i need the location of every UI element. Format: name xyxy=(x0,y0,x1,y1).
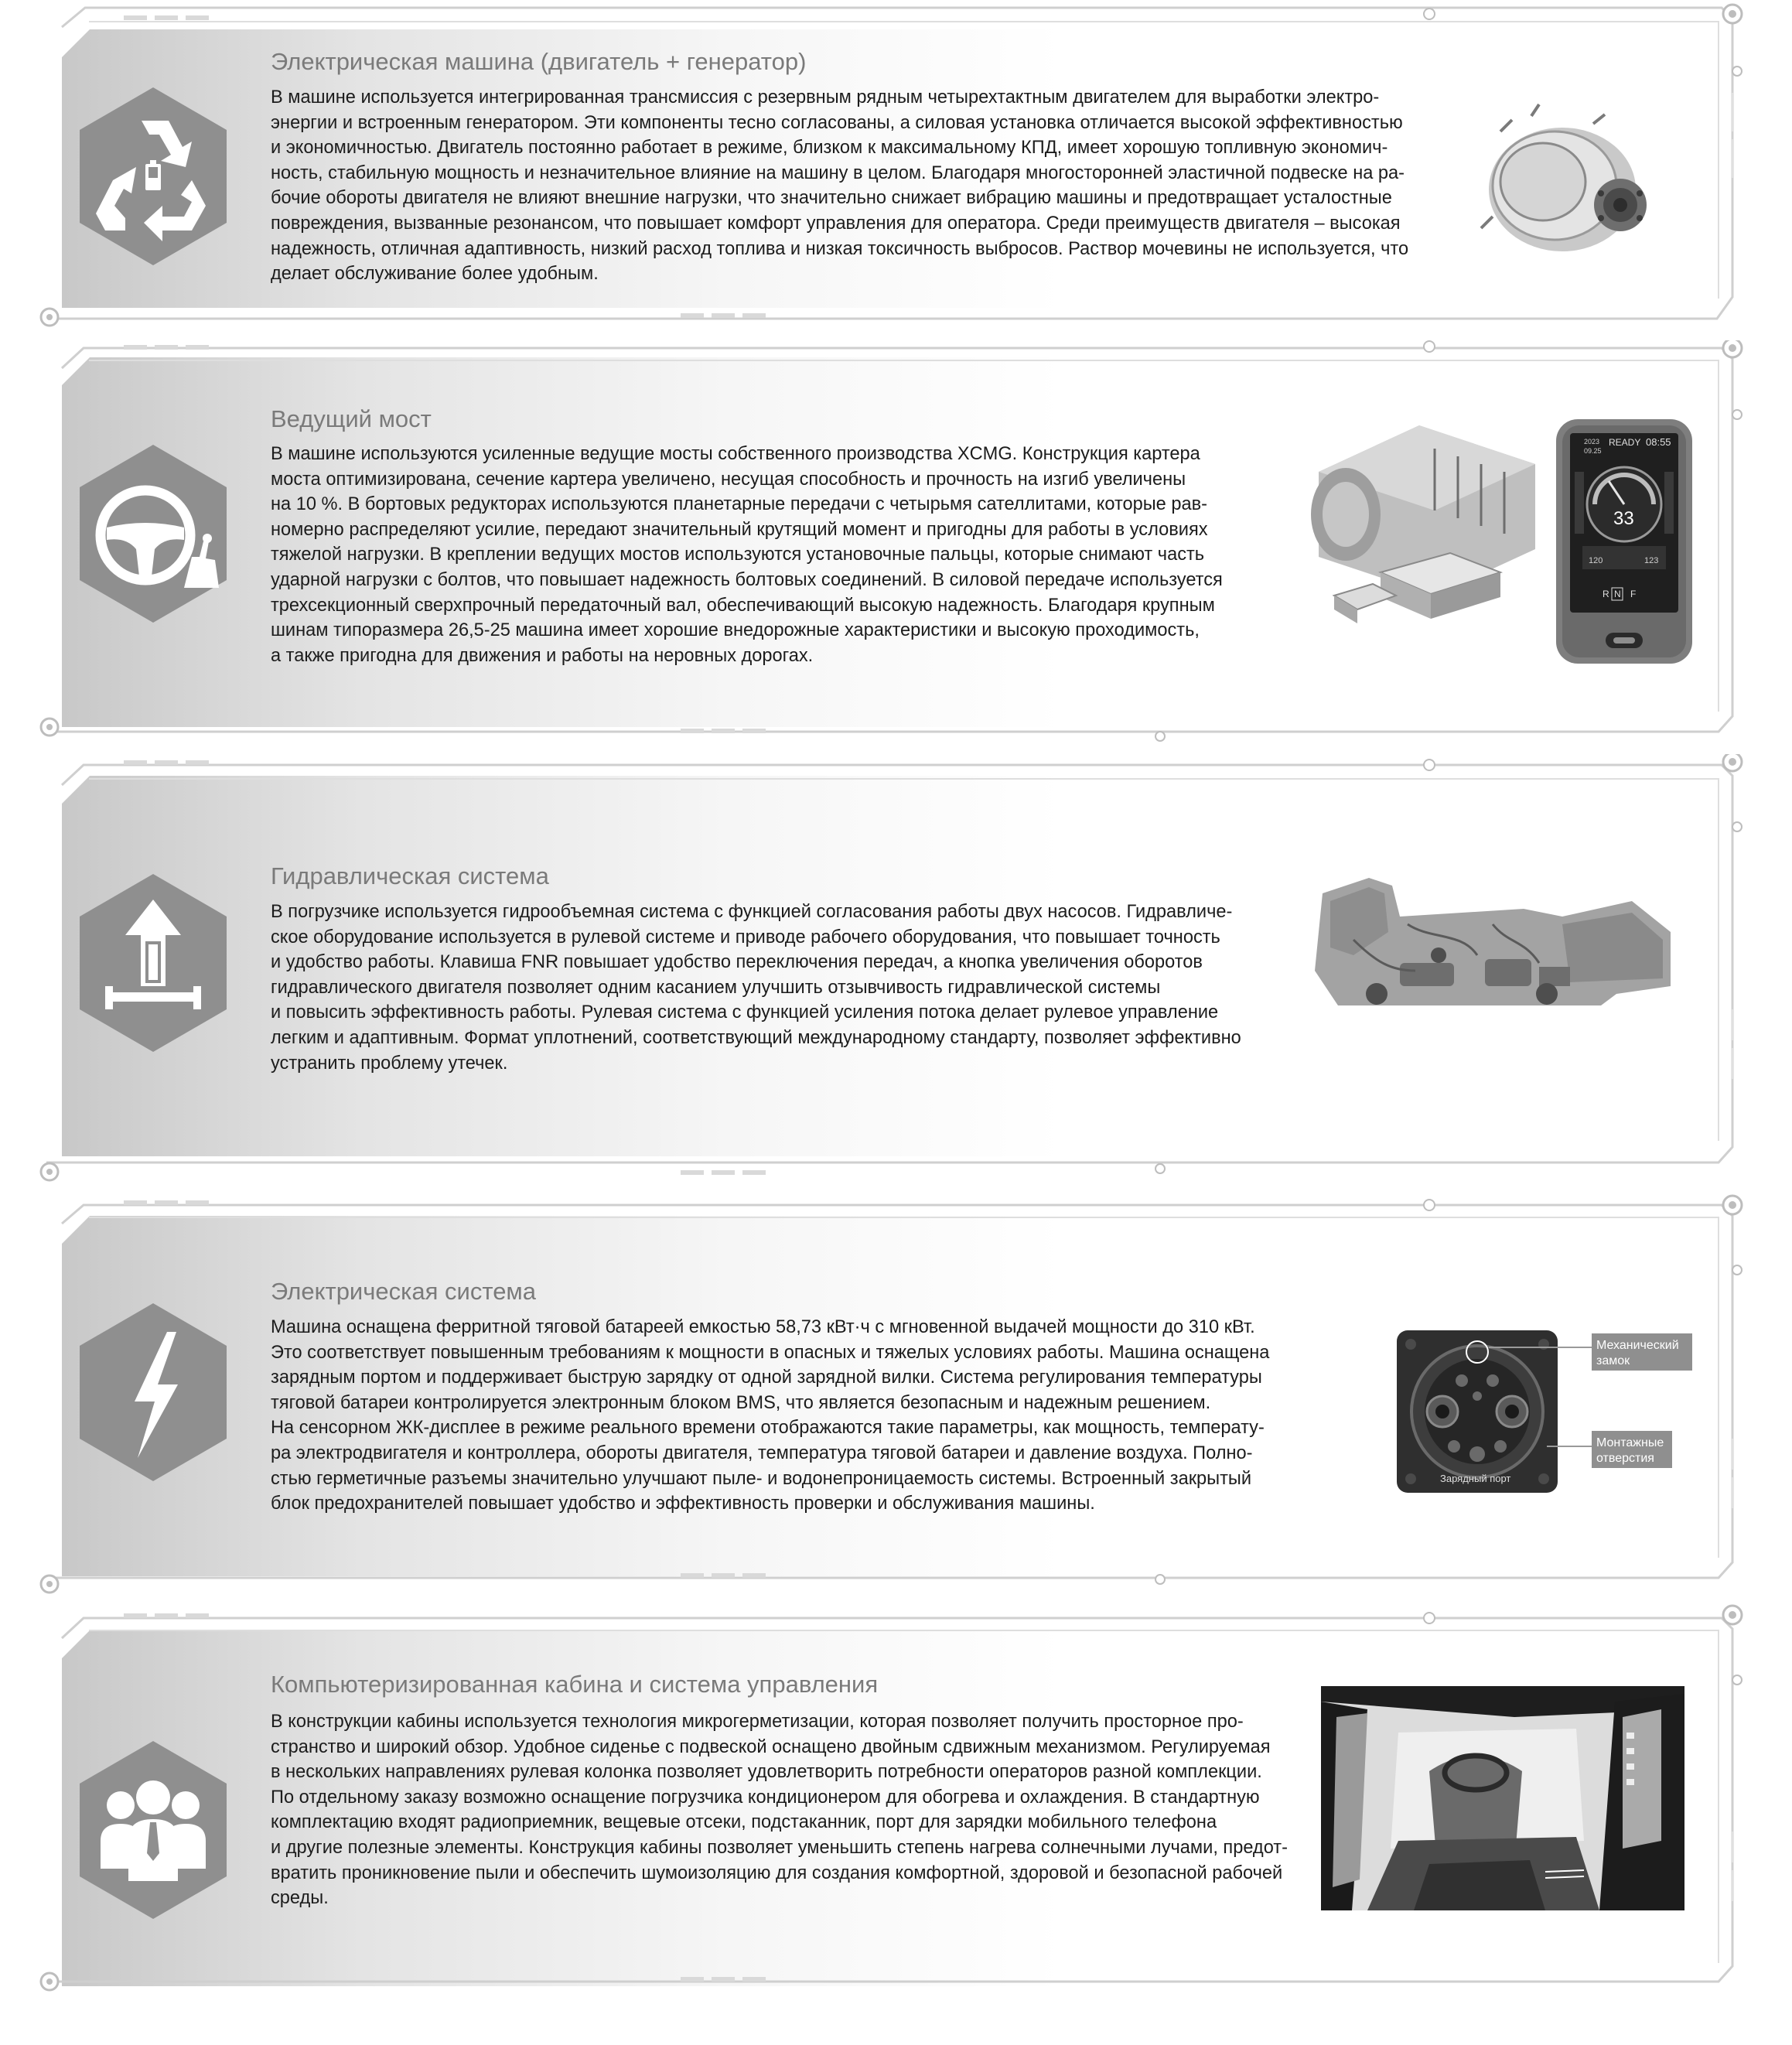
people-group-icon xyxy=(68,1737,238,1923)
section-title: Компьютеризированная кабина и система управления xyxy=(271,1671,879,1698)
section-drive-axle xyxy=(0,340,1792,758)
charging-port-image xyxy=(1392,1323,1702,1508)
charging-port-caption: Зарядный порт xyxy=(1440,1473,1511,1484)
display-year: 2023 xyxy=(1584,438,1600,446)
label-mechanical-lock-1: Механический xyxy=(1596,1339,1679,1352)
display-right-value: 123 xyxy=(1644,556,1659,565)
section-cabin-control xyxy=(0,1599,1792,2033)
label-mounting-holes-2: отверстия xyxy=(1596,1452,1654,1465)
gear-f: F xyxy=(1630,589,1637,599)
lightning-bolt-icon xyxy=(68,1299,238,1485)
label-mechanical-lock-2: замок xyxy=(1596,1354,1630,1367)
cabin-interior-image xyxy=(1321,1686,1684,1910)
display-time: 08:55 xyxy=(1646,436,1671,448)
hydraulic-chassis-image xyxy=(1307,870,1686,1025)
section-electric-machine xyxy=(0,0,1792,333)
instrument-display-image xyxy=(1555,418,1694,665)
engine-generator-image xyxy=(1469,101,1663,263)
section-body: В машине используется интегрированная трансмиссия с резервным рядным четырехтактным двигателем для выработки электро- энергии и встроенным генератором. Эти компоненты тесно согласованы, а силовая установка отличается высокой эффективностью и экономичностью. Двигатель постоянно работает в режиме, близком к максимальному КПД, имеет хорошую топливную экономич- ность, стабильную мощность и незначительное влияние на машину в целом. Благодаря многосторонней эластичной подвеске на ра- бочие обороты двигателя не влияют внешние нагрузки, что значительно снижает вибрацию машины и предотвращает усталостные повреждения, вызванные резонансом, что повышает комфорт управления для оператора. Среди преимуществ двигателя – высокая надежность, отличная адаптивность, низкий расход топлива и низкая токсичность выбросов. Раствор мочевины не используется, что делает обслуживание более удобным. xyxy=(271,87,1409,285)
section-hydraulic-system xyxy=(0,754,1792,1187)
recycle-battery-icon xyxy=(68,84,238,269)
steering-wheel-gear-icon xyxy=(68,441,238,626)
section-title: Электрическая машина (двигатель + генератор) xyxy=(271,48,807,75)
display-left-value: 120 xyxy=(1589,556,1603,565)
arrow-up-platform-icon xyxy=(68,870,238,1056)
section-body: В машине используются усиленные ведущие мосты собственного производства XCMG. Конструкция картера моста оптимизирована, сечение картера увеличено, несущая способность и прочность на изгиб увеличены на 10 %. В бортовых редукторах используются планетарные передачи с четырьмя сателлитами, которые рав- номерно распределяют усилие, передают значительный крутящий момент и пригодны для работы в условиях тяжелой нагрузки. В креплении ведущих мостов используются установочные пальцы, которые снимают часть ударной нагрузки с болтов, что повышает надежность болтовых соединений. В силовой передаче используется трехсекционный сверхпрочный передаточный вал, обеспечивающий высокую надежность. Благодаря крупным шинам типоразмера 26,5-25 машина имеет хорошие внедорожные характеристики и высокую проходимость, а также пригодна для движения и работы на неровных дорогах. xyxy=(271,444,1223,666)
section-electric-system xyxy=(0,1183,1792,1601)
section-title: Гидравлическая система xyxy=(271,862,549,889)
drive-unit-image xyxy=(1303,418,1551,650)
gear-r: R xyxy=(1603,589,1609,599)
display-status: READY xyxy=(1609,437,1641,448)
label-mounting-holes-1: Монтажные xyxy=(1596,1436,1664,1449)
section-body: В погрузчике используется гидрообъемная система с функцией согласования работы двух насосов. Гидравличе- ское оборудование используется в рулевой системе и приводе рабочего оборудования, что повышает точность и удобство работы. Клавиша FNR повышает удобство переключения передач, а кнопка увеличения оборотов гидравлического двигателя позволяет одним касанием улучшить отзывчивость гидравлической системы и повысить эффективность работы. Рулевая система с функцией усиления потока делает рулевое управление легким и адаптивным. Формат уплотнений, соответствующий международному стандарту, позволяет эффективно устранить проблему утечек. xyxy=(271,902,1241,1074)
display-speed: 33 xyxy=(1613,508,1634,529)
section-body: В конструкции кабины используется технология микрогерметизации, которая позволяет получить просторное про- странство и широкий обзор. Удобное сиденье с подвеской оснащено двойным сдвижным механизмом. Регулируемая в нескольких направлениях рулевая колонка позволяет удовлетворить потребности операторов разной комплекции. По отдельному заказу возможно оснащение погрузчика кондиционером для обогрева и охлаждения. В стандартную комплектацию входят радиоприемник, вещевые отсеки, подстаканник, порт для зарядки мобильного телефона и другие полезные элементы. Конструкция кабины позволяет уменьшить степень нагрева солнечными лучами, предот- вратить проникновение пыли и обеспечить шумоизоляцию для создания комфортной, здоровой и безопасной рабочей среды. xyxy=(271,1712,1288,1909)
display-date: 09.25 xyxy=(1584,447,1602,455)
gear-n: N xyxy=(1614,589,1621,599)
section-title: Ведущий мост xyxy=(271,405,432,432)
section-body: Машина оснащена ферритной тяговой батареей емкостью 58,73 кВт·ч с мгновенной выдачей мощности до 310 кВт. Это соответствует повышенным требованиям к мощности в опасных и тяжелых условиях работы. Машина оснащена зарядным портом и поддерживает быструю зарядку от одной зарядной вилки. Система регулирования температуры тяговой батареи контролируется электронным блоком BMS, что является безопасным и надежным решением. На сенсорном ЖК-дисплее в режиме реального времени отображаются такие параметры, как мощность, температу- ра электродвигателя и контроллера, обороты двигателя, температура тяговой батареи и давление воздуха. Полно- стью герметичные разъемы значительно улучшают пыле- и водонепроницаемость системы. Встроенный закрытый блок предохранителей повышает удобство и эффективность проверки и обслуживания машины. xyxy=(271,1317,1270,1514)
section-title: Электрическая система xyxy=(271,1278,536,1305)
